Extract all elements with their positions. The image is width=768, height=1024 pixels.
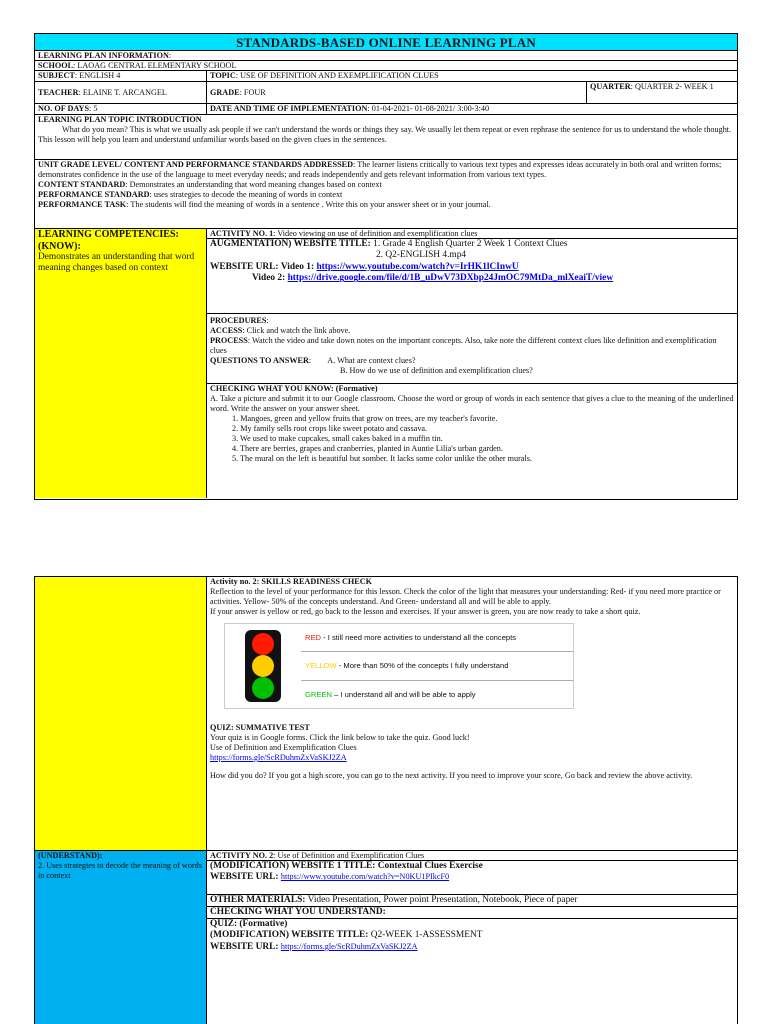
quarter-value: QUARTER 2- WEEK 1 xyxy=(634,82,714,91)
grade-value: FOUR xyxy=(243,87,266,97)
teacher-row: TEACHER: ELAINE T. ARCANGEL GRADE: FOUR QUARTER: QUARTER 2- WEEK 1 xyxy=(35,82,737,104)
info-label: LEARNING PLAN INFORMATION xyxy=(38,51,169,60)
checking-block: CHECKING WHAT YOU KNOW: (Formative) A. Take a picture and submit it to our Google classroom. Choose the word or group of words in each sentence that gives a clue to the meaning of the underlined word. Write the answer on your answer sheet. 1. Mangoes, green and yellow fruits that grow on trees, are my teacher's favorite. 2. My family sells root crops like sweet potato and cassava. 3. We used to make cupcakes, small cakes baked in a muffin tin. 4. There are berries, grapes and cranberries, planted in Auntie Lilia's urban garden. 5. The mural on the left is beautiful but somber. It lacks some color unlike the other murals. xyxy=(210,384,734,463)
checking-list xyxy=(210,414,734,464)
teacher-value: ELAINE T. ARCANGEL xyxy=(82,87,167,97)
standards-section: UNIT GRADE LEVEL/ CONTENT AND PERFORMANCE STANDARDS ADDRESSED: The learner listens critically to various text types and expresses ideas accurately in both oral and written forms; demonstrates confidence in the use of the language to meet everyday needs; and reads independently and gets relevant information from various text types. CONTENT STANDARD: Demonstrates an understanding that word meaning changes based on context PERFORMANCE STANDARD: uses strategies to decode the meaning of words in context PERFORMANCE TASK: The students will find the meaning of words in a sentence . Write this on your answer sheet or in your journal. xyxy=(35,160,737,229)
competency-understand: (UNDERSTAND): 2. Uses strategies to decode the meaning of words in context xyxy=(35,851,207,1024)
red-light-icon xyxy=(252,633,274,655)
activity-section xyxy=(35,229,737,498)
list-item: 1. Mangoes, green and yellow fruits that grow on trees, are my teacher's favorite. xyxy=(232,414,498,423)
yellow-legend: YELLOW - More than 50% of the concepts I fully understand xyxy=(301,652,573,680)
other-materials: OTHER MATERIALS: Video Presentation, Power point Presentation, Notebook, Piece of paper xyxy=(207,895,737,907)
page-2 xyxy=(34,576,738,1024)
intro-paragraph-2: This lesson will help you learn and understand unfamiliar words based on the given clues in the sentences. xyxy=(38,135,387,144)
quiz-link[interactable]: https://forms.gle/ScRDuhmZxVaSKJ2ZA xyxy=(210,753,347,762)
competency-know: LEARNING COMPETENCIES: (KNOW): Demonstrates an understanding that word meaning changes based on context xyxy=(35,229,207,498)
school-row: SCHOOL: LAOAG CENTRAL ELEMENTARY SCHOOL xyxy=(35,61,737,71)
intro-paragraph: What do you mean? This is what we usually ask people if we can't understand the words or things they say. We usually let them repeat or even rephrase the sentence for us to understand the whole thought. xyxy=(62,125,732,134)
date-value: 01-04-2021- 01-08-2021/ 3:00-3:40 xyxy=(371,104,490,113)
page-1 xyxy=(34,33,738,500)
green-legend: GREEN – I understand all and will be able to apply xyxy=(305,689,476,699)
video-1-link[interactable]: https://www.youtube.com/watch?v=IrHK1lCInwU xyxy=(316,261,519,272)
activity-2-header: ACTIVITY NO. 2: Use of Definition and Exemplification Clues xyxy=(207,851,737,861)
exercise-link[interactable]: https://www.youtube.com/watch?v=N0KU1PIkcF0 xyxy=(280,872,450,882)
procedures-block: PROCEDURES: ACCESS: Click and watch the link above. PROCESS: Watch the video and take down notes on the important concepts. Also, take note the different context clues like definition and exemplification clues QUESTIONS TO ANSWER: A. What are context clues? B. How do we use of definition and exemplification clues? xyxy=(207,314,737,384)
list-item: 2. My family sells root crops like sweet potato and cassava. xyxy=(232,424,428,433)
traffic-light-icon xyxy=(245,630,281,702)
days-row: NO. OF DAYS: 5 DATE AND TIME OF IMPLEMENTATION: 01-04-2021- 01-08-2021/ 3:00-3:40 xyxy=(35,104,737,115)
school-value: LAOAG CENTRAL ELEMENTARY SCHOOL xyxy=(77,61,237,70)
subject-row: SUBJECT: ENGLISH 4 TOPIC: USE OF DEFINITION AND EXEMPLIFICATION CLUES xyxy=(35,71,737,82)
intro-section xyxy=(35,115,737,160)
assessment-link[interactable]: https://forms.gle/ScRDuhmZxVaSKJ2ZA xyxy=(280,941,418,951)
yellow-light-icon xyxy=(252,655,274,677)
performance-standard: uses strategies to decode the meaning of words in context xyxy=(153,190,343,199)
green-light-icon xyxy=(252,677,274,699)
activity-1-header: ACTIVITY NO. 1: Video viewing on use of definition and exemplification clues xyxy=(207,229,737,239)
days-value: 5 xyxy=(93,104,98,113)
red-legend: RED - I still need more activities to understand all the concepts xyxy=(301,624,573,652)
intro-label: LEARNING PLAN TOPIC INTRODUCTION xyxy=(38,115,202,124)
readiness-section: Activity no. 2: SKILLS READINESS CHECK Reflection to the level of your performance for this lesson. Check the color of the light that measures your understanding: Red- if you need more practice or activities. Yellow- 50% of the concepts understand. And Green- understand all and will be able to apply. If your answer is yellow or red, go back to the lesson and exercises. If your answer is green, you are now ready to take a short quiz. RED - I still need more activities to understand all the concepts YELLOW - More than 50% of the concepts I fully understand GREEN – I understand all and will be able to apply QUIZ: SUMMATIVE TEST Your quiz is in Google forms. Click the link below to take the quiz. Good luck! Use of Definition and Exemplification Clues https://forms.gle/ScRDuhmZxVaSKJ2ZA How did you do? If you got a high score, you can go to the next activity. If you need to improve your score, Go back and review the above activity. xyxy=(35,577,737,851)
list-item: 4. There are berries, grapes and cranberries, planted in Auntie Lilia's urban garden. xyxy=(232,444,503,453)
performance-task: The students will find the meaning of words in a sentence . Write this on your answer sheet or in your journal. xyxy=(130,200,491,209)
formative-quiz-block: QUIZ: (Formative) (MODIFICATION) WEBSITE TITLE: Q2-WEEK 1-ASSESSMENT WEBSITE URL: https://forms.gle/ScRDuhmZxVaSKJ2ZA xyxy=(210,919,483,952)
info-row: LEARNING PLAN INFORMATION: xyxy=(35,51,737,61)
traffic-light-chart xyxy=(224,623,574,709)
unit-standard: The learner listens critically to various text types and expresses ideas accurately in both oral and written forms; demonstrates confidence in the use of the language to meet everyday needs; and reads independently and gets relevant information from various text types. xyxy=(38,160,722,179)
understand-section xyxy=(35,851,737,1024)
video-2-link[interactable]: https://drive.google.com/file/d/1B_uDwV73DXbp24JmOC79MtDa_mlXeaiT/view xyxy=(287,273,614,284)
list-item: 3. We used to make cupcakes, small cakes baked in a muffin tin. xyxy=(232,434,443,443)
list-item: 5. The mural on the left is beautiful but somber. It lacks some color unlike the other murals. xyxy=(232,454,532,463)
content-standard: Demonstrates an understanding that word meaning changes based on context xyxy=(129,180,382,189)
page-title: STANDARDS-BASED ONLINE LEARNING PLAN xyxy=(35,34,737,51)
checking-understand-header: CHECKING WHAT YOU UNDERSTAND: xyxy=(207,907,737,919)
augmentation-block: AUGMENTATION) WEBSITE TITLE: 1. Grade 4 English Quarter 2 Week 1 Context Clues 2. Q2-ENGLISH 4.mp4 WEBSITE URL: Video 1: https://www.youtube.com/watch?v=IrHK1lCInwU Video 2: https://drive.google.com/file/d/1B_uDwV73DXbp24JmOC79MtDa_mlXeaiT/view xyxy=(207,239,737,314)
subject-value: ENGLISH 4 xyxy=(79,71,121,80)
topic-value: USE OF DEFINITION AND EXEMPLIFICATION CLUES xyxy=(240,71,439,80)
modification-block: (MODIFICATION) WEBSITE 1 TITLE: Contextual Clues Exercise WEBSITE URL: https://www.youtube.com/watch?v=N0KU1PIkcF0 xyxy=(207,861,737,895)
